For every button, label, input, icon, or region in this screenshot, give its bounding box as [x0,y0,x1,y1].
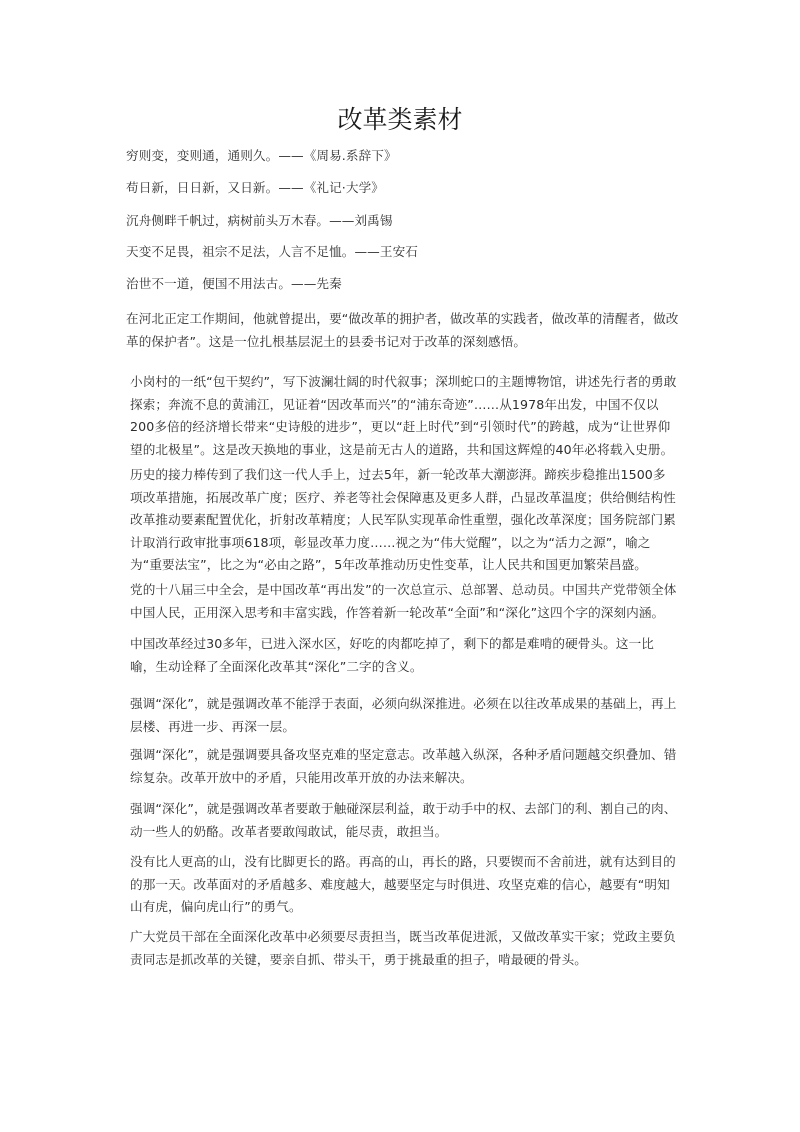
paragraph-deepen-3: 强调“深化”，就是强调改革者要敢于触碰深层利益，敢于动手中的权、去部门的利、割自己的肉、动一些人的奶酪。改革者要敢闯敢试，能尽责，敢担当。 [130,801,677,839]
paragraph-zhengding: 在河北正定工作期间，他就曾提出，要“做改革的拥护者，做改革的实践者，做改革的清醒者，做改革的保护者”。这是一位扎根基层泥土的县委书记对于改革的深刻感悟。 [126,311,679,349]
paragraph-relay-baton: 历史的接力棒传到了我们这一代人手上，过去5年，新一轮改革大潮澎湃。蹄疾步稳推出1500多项改革措施，拓展改革广度；医疗、养老等社会保障惠及更多人群，凸显改革温度；供给侧结构性改革推动要素配置优化，折射改革精度；人民军队实现革命性重塑，强化改革深度；国务院部门累计取消行政审批事项618项，彰显改革力度……视之为“伟大觉醒”，以之为“活力之源”，喻之为“重要法宝”，比之为“必由之路”，5年改革推动历史性变革，让人民共和国更加繁荣昌盛。 [130,467,676,572]
paragraph-xiaogang: 小岗村的一纸“包干契约”，写下波澜壮阔的时代叙事；深圳蛇口的主题博物馆，讲述先行者的勇敢探索；奔流不息的黄浦江，见证着“因改革而兴”的“浦东奇迹”……从1978年出发，中国不仅以200多倍的经济增长带来“史诗般的进步”，更以“赶上时代”到“引领时代”的跨越，成为“让世界仰望的北极星”。这是改天换地的事业，这是前无古人的道路，共和国这辉煌的40年必将载入史册。 [130,374,677,457]
document-title: 改革类素材 [337,105,463,134]
paragraph-deep-water: 中国改革经过30多年，已进入深水区，好吃的肉都吃掉了，剩下的都是难啃的硬骨头。这一比喻，生动诠释了全面深化改革其“深化”二字的含义。 [130,636,654,674]
quote-4: 天变不足畏，祖宗不足法，人言不足恤。——王安石 [126,244,418,259]
paragraph-third-plenum: 党的十八届三中全会，是中国改革“再出发”的一次总宣示、总部署、总动员。中国共产党带领全体中国人民，正用深入思考和丰富实践，作答着新一轮改革“全面”和“深化”这四个字的深刻内涵。 [130,582,677,620]
paragraph-mountain: 没有比人更高的山，没有比脚更长的路。再高的山，再长的路，只要锲而不舍前进，就有达到目的的那一天。改革面对的矛盾越多、难度越大，越要坚定与时俱进、攻坚克难的信心，越要有“明知山有虎，偏向虎山行”的勇气。 [130,854,676,914]
quote-5: 治世不一道，便国不用法古。——先秦 [126,276,342,291]
paragraph-deepen-1: 强调“深化”，就是强调改革不能浮于表面，必须向纵深推进。必须在以往改革成果的基础上，再上层楼、再进一步、再深一层。 [130,696,677,734]
quote-2: 苟日新，日日新，又日新。——《礼记·大学》 [126,180,384,195]
paragraph-deepen-2: 强调“深化”，就是强调要具备攻坚克难的坚定意志。改革越入纵深，各种矛盾问题越交织叠加、错综复杂。改革开放中的矛盾，只能用改革开放的办法来解决。 [130,747,677,785]
paragraph-cadres: 广大党员干部在全面深化改革中必须要尽责担当，既当改革促进派，又做改革实干家；党政主要负责同志是抓改革的关键，要亲自抓、带头干，勇于挑最重的担子，啃最硬的骨头。 [130,929,676,967]
quote-1: 穷则变，变则通，通则久。——《周易.系辞下》 [126,148,397,163]
quote-3: 沉舟侧畔千帆过，病树前头万木春。——刘禹锡 [126,213,393,228]
